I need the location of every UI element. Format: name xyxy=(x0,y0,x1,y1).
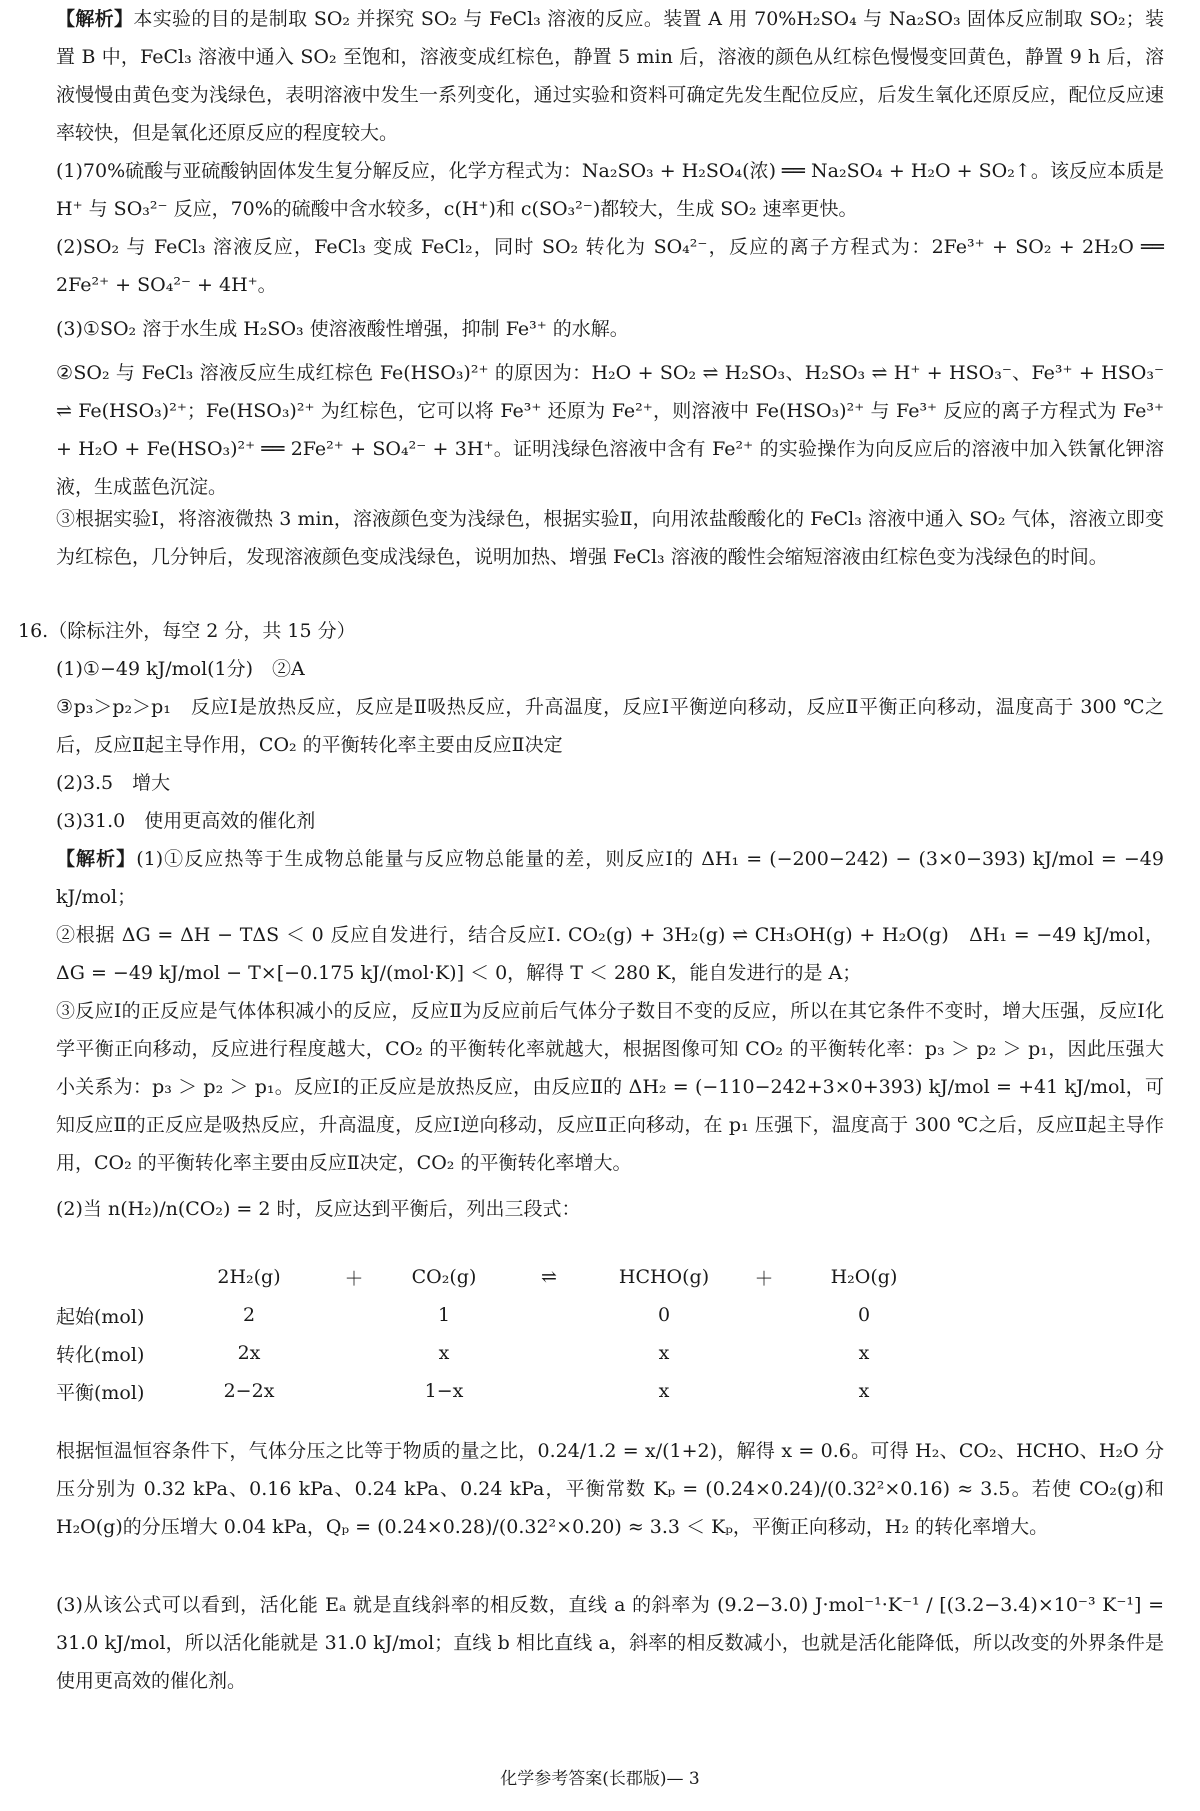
table-cell xyxy=(504,1296,594,1334)
table-cell xyxy=(324,1334,384,1372)
q16-explanation-6: (3)从该公式可以看到，活化能 Eₐ 就是直线斜率的相反数，直线 a 的斜率为 (9.2−3.0) J·mol⁻¹·K⁻¹ / [(3.2−3.4)×10⁻³ K⁻¹] = 31.0 kJ/mol，所以活化能就是 31.0 kJ/mol；直线 b 相比直线 a，斜率的相反数减小，也就是活化能降低，所以改变的外界条件是使用更高效的催化剂。 xyxy=(56,1594,1164,1692)
q16-answer-4: (3)31.0 使用更高效的催化剂 xyxy=(56,810,316,832)
table-cell: ＋ xyxy=(344,1267,364,1290)
table-row xyxy=(56,1296,934,1334)
q16-explanation-2: ②根据 ΔG = ΔH − TΔS ＜ 0 反应自发进行，结合反应Ⅰ. CO₂(g) + 3H₂(g) ⇌ CH₃OH(g) + H₂O(g) ΔH₁ = −49 kJ/mol，ΔG = −49 kJ/mol − T×[−0.175 kJ/(mol·K)] ＜ 0，解得 T ＜ 280 K，能自发进行的是 A； xyxy=(56,924,1164,984)
table-cell: HCHO(g) xyxy=(618,1266,710,1288)
q16-explanation-4: (2)当 n(H₂)/n(CO₂) = 2 时，反应达到平衡后，列出三段式： xyxy=(56,1198,581,1220)
intro-text: 本实验的目的是制取 SO₂ 并探究 SO₂ 与 FeCl₃ 溶液的反应。装置 A 用 70%H₂SO₄ 与 Na₂SO₃ 固体反应制取 SO₂；装置 B 中，FeCl₃ 溶液中通入 SO₂ 至饱和，溶液变成红棕色，静置 5 min 后，溶液的颜色从红棕色慢慢变回黄色，静置 9 h 后，溶液慢慢由黄色变为浅绿色，表明溶液中发生一系列变化，通过实验和资料可确定先发生配位反应，后发生氧化还原反应，配位反应速率较快，但是氧化还原反应的程度较大。 xyxy=(56,8,1164,144)
table-row xyxy=(56,1372,934,1410)
table-cell: x xyxy=(658,1342,670,1364)
table-cell: H₂O(g) xyxy=(830,1266,898,1288)
table-cell: x xyxy=(438,1342,450,1364)
table-cell xyxy=(504,1334,594,1372)
table-cell xyxy=(734,1296,794,1334)
table-cell: x xyxy=(858,1342,870,1364)
q15-part1: (1)70%硫酸与亚硫酸钠固体发生复分解反应，化学方程式为：Na₂SO₃ + H₂SO₄(浓) ══ Na₂SO₄ + H₂O + SO₂↑。该反应本质是 H⁺ 与 SO₃²⁻ 反应，70%的硫酸中含水较多，c(H⁺)和 c(SO₃²⁻)都较大，生成 SO₂ 速率更快。 xyxy=(56,160,1164,220)
table-cell: ＋ xyxy=(754,1267,774,1290)
table-cell xyxy=(734,1372,794,1410)
q15-part2: (2)SO₂ 与 FeCl₃ 溶液反应，FeCl₃ 变成 FeCl₂，同时 SO₂ 转化为 SO₄²⁻，反应的离子方程式为：2Fe³⁺ + SO₂ + 2H₂O ══ 2Fe²⁺ + SO₄²⁻ + 4H⁺。 xyxy=(56,236,1164,296)
table-cell: x xyxy=(858,1380,870,1402)
q16-explanation-1-text: (1)①反应热等于生成物总能量与反应物总能量的差，则反应Ⅰ的 ΔH₁ = (−200−242) − (3×0−393) kJ/mol = −49 kJ/mol； xyxy=(56,848,1164,908)
table-cell: 1−x xyxy=(424,1380,464,1402)
table-cell: 2−2x xyxy=(223,1380,275,1402)
q16-answer-3: (2)3.5 增大 xyxy=(56,772,171,794)
table-cell: 1 xyxy=(437,1304,451,1326)
q16-answer-1: (1)①−49 kJ/mol(1分) ②A xyxy=(56,658,305,680)
analysis-tag: 【解析】 xyxy=(56,8,134,30)
q16-heading: 16.（除标注外，每空 2 分，共 15 分） xyxy=(18,620,356,642)
table-cell xyxy=(504,1372,594,1410)
analysis-tag-2: 【解析】 xyxy=(56,848,137,870)
table-row xyxy=(56,1334,934,1372)
table-cell xyxy=(324,1372,384,1410)
table-cell: CO₂(g) xyxy=(411,1266,477,1288)
table-header-row xyxy=(56,1258,934,1296)
q16-explanation-1 xyxy=(56,840,1164,916)
q16-answer-2: ③p₃＞p₂＞p₁ 反应Ⅰ是放热反应，反应是Ⅱ吸热反应，升高温度，反应Ⅰ平衡逆向移动，反应Ⅱ平衡正向移动，温度高于 300 ℃之后，反应Ⅱ起主导作用，CO₂ 的平衡转化率主要由反应Ⅱ决定 xyxy=(56,696,1164,756)
table-cell: 转化(mol) xyxy=(56,1343,145,1366)
intro-paragraph xyxy=(56,0,1164,152)
table-cell xyxy=(324,1296,384,1334)
three-stage-table xyxy=(56,1258,934,1410)
table-cell: 0 xyxy=(857,1304,871,1326)
table-cell xyxy=(56,1258,174,1296)
q15-part4: ②SO₂ 与 FeCl₃ 溶液反应生成红棕色 Fe(HSO₃)²⁺ 的原因为：H₂O + SO₂ ⇌ H₂SO₃、H₂SO₃ ⇌ H⁺ + HSO₃⁻、Fe³⁺ + HSO₃⁻ ⇌ Fe(HSO₃)²⁺；Fe(HSO₃)²⁺ 为红棕色，它可以将 Fe³⁺ 还原为 Fe²⁺，则溶液中 Fe(HSO₃)²⁺ 与 Fe³⁺ 反应的离子方程式为 Fe³⁺ + H₂O + Fe(HSO₃)²⁺ ══ 2Fe²⁺ + SO₄²⁻ + 3H⁺。证明浅绿色溶液中含有 Fe²⁺ 的实验操作为向反应后的溶液中加入铁氰化钾溶液，生成蓝色沉淀。 xyxy=(56,362,1164,498)
q15-part3: (3)①SO₂ 溶于水生成 H₂SO₃ 使溶液酸性增强，抑制 Fe³⁺ 的水解。 xyxy=(56,318,629,340)
table-cell: ⇌ xyxy=(541,1266,557,1288)
q16-explanation-3: ③反应Ⅰ的正反应是气体体积减小的反应，反应Ⅱ为反应前后气体分子数目不变的反应，所以在其它条件不变时，增大压强，反应Ⅰ化学平衡正向移动，反应进行程度越大，CO₂ 的平衡转化率就越大，根据图像可知 CO₂ 的平衡转化率：p₃ ＞ p₂ ＞ p₁，因此压强大小关系为：p₃ ＞ p₂ ＞ p₁。反应Ⅰ的正反应是放热反应，由反应Ⅱ的 ΔH₂ = (−110−242+3×0+393) kJ/mol = +41 kJ/mol，可知反应Ⅱ的正反应是吸热反应，升高温度，反应Ⅰ逆向移动，反应Ⅱ正向移动，在 p₁ 压强下，温度高于 300 ℃之后，反应Ⅱ起主导作用，CO₂ 的平衡转化率主要由反应Ⅱ决定，CO₂ 的平衡转化率增大。 xyxy=(56,1000,1164,1174)
q16-explanation-5: 根据恒温恒容条件下，气体分压之比等于物质的量之比，0.24/1.2 = x/(1+2)，解得 x = 0.6。可得 H₂、CO₂、HCHO、H₂O 分压分别为 0.32 kPa、0.16 kPa、0.24 kPa、0.24 kPa，平衡常数 Kₚ = (0.24×0.24)/(0.32²×0.16) ≈ 3.5。若使 CO₂(g)和 H₂O(g)的分压增大 0.04 kPa，Qₚ = (0.24×0.28)/(0.32²×0.20) ≈ 3.3 ＜ Kₚ，平衡正向移动，H₂ 的转化率增大。 xyxy=(56,1440,1164,1538)
table-cell: 起始(mol) xyxy=(56,1305,145,1328)
page-footer: 化学参考答案(长郡版)— 3 xyxy=(500,1769,700,1789)
table-cell: 平衡(mol) xyxy=(56,1381,145,1404)
table-cell: 0 xyxy=(657,1304,671,1326)
table-cell: 2x xyxy=(237,1342,261,1364)
table-cell: x xyxy=(658,1380,670,1402)
table-cell: 2H₂(g) xyxy=(217,1266,281,1288)
q15-part5: ③根据实验Ⅰ，将溶液微热 3 min，溶液颜色变为浅绿色，根据实验Ⅱ，向用浓盐酸酸化的 FeCl₃ 溶液中通入 SO₂ 气体，溶液立即变为红棕色，几分钟后，发现溶液颜色变成浅绿色，说明加热、增强 FeCl₃ 溶液的酸性会缩短溶液由红棕色变为浅绿色的时间。 xyxy=(56,508,1164,568)
table-cell xyxy=(734,1334,794,1372)
table-cell: 2 xyxy=(242,1304,256,1326)
